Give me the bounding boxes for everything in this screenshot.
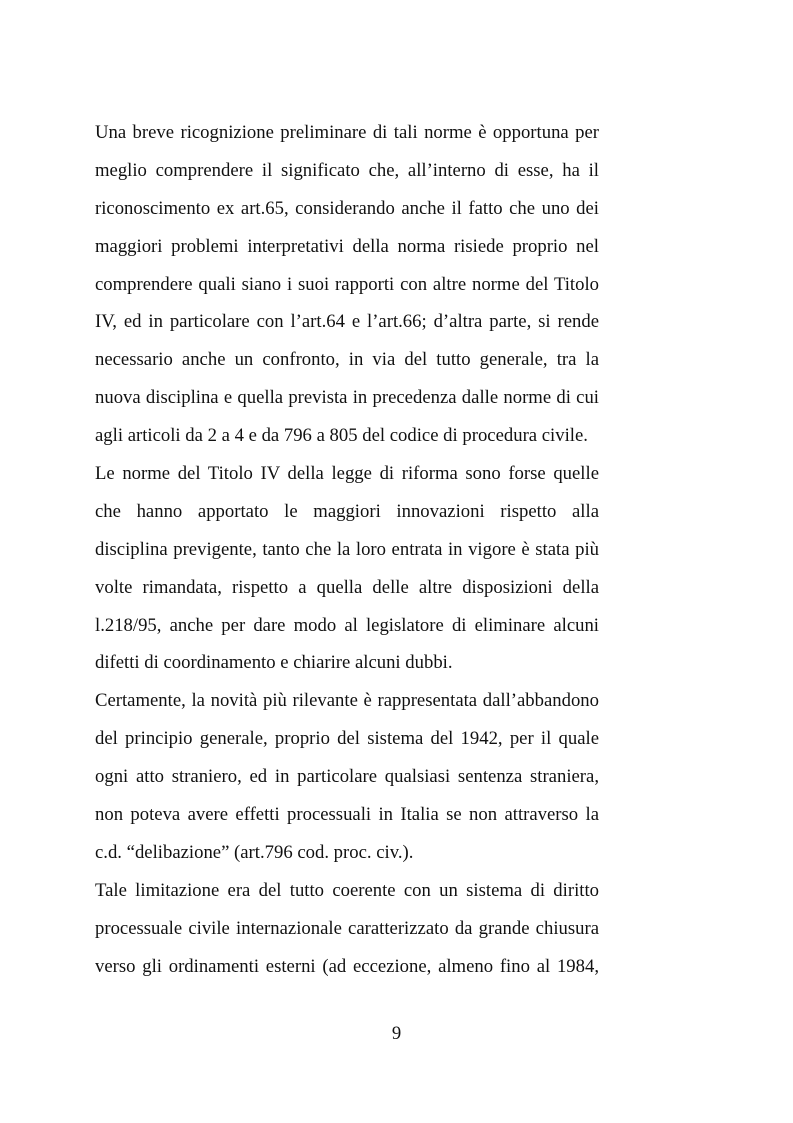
body-text [95,114,599,985]
text-line: agli articoli da 2 a 4 e da 796 a 805 del codice di procedura civile. [95,425,588,447]
text-line: maggiori problemi interpretativi della norma risiede proprio nel [95,235,599,257]
text-line: del principio generale, proprio del sistema del 1942, per il quale [95,728,599,750]
text-line: l.218/95, anche per dare modo al legislatore di eliminare alcuni [95,614,599,636]
text-line: riconoscimento ex art.65, considerando anche il fatto che uno dei [95,197,599,219]
text-line: disciplina previgente, tanto che la loro entrata in vigore è stata più [95,538,599,560]
text-line: processuale civile internazionale caratterizzato da grande chiusura [95,917,599,939]
text-line: difetti di coordinamento e chiarire alcuni dubbi. [95,652,453,674]
text-line: non poteva avere effetti processuali in Italia se non attraverso la [95,804,599,826]
text-line: che hanno apportato le maggiori innovazioni rispetto alla [95,500,599,522]
page-number: 9 [391,1023,402,1044]
text-line: necessario anche un confronto, in via del tutto generale, tra la [95,349,599,371]
text-line: Le norme del Titolo IV della legge di riforma sono forse quelle [95,463,599,485]
text-line: comprendere quali siano i suoi rapporti con altre norme del Titolo [95,273,599,295]
text-line: meglio comprendere il significato che, all’interno di esse, ha il [95,159,599,181]
text-line: Tale limitazione era del tutto coerente con un sistema di diritto [95,879,599,901]
text-line: Una breve ricognizione preliminare di tali norme è opportuna per [95,122,599,143]
text-line: IV, ed in particolare con l’art.64 e l’art.66; d’altra parte, si rende [95,311,599,333]
text-line: Certamente, la novità più rilevante è rappresentata dall’abbandono [95,690,599,712]
text-line: ogni atto straniero, ed in particolare qualsiasi sentenza straniera, [95,766,599,788]
text-line: c.d. “delibazione” (art.796 cod. proc. civ.). [95,841,414,863]
text-line: verso gli ordinamenti esterni (ad eccezione, almeno fino al 1984, [95,955,599,977]
text-line: volte rimandata, rispetto a quella delle altre disposizioni della [95,576,599,598]
text-line: nuova disciplina e quella prevista in precedenza dalle norme di cui [95,387,599,409]
